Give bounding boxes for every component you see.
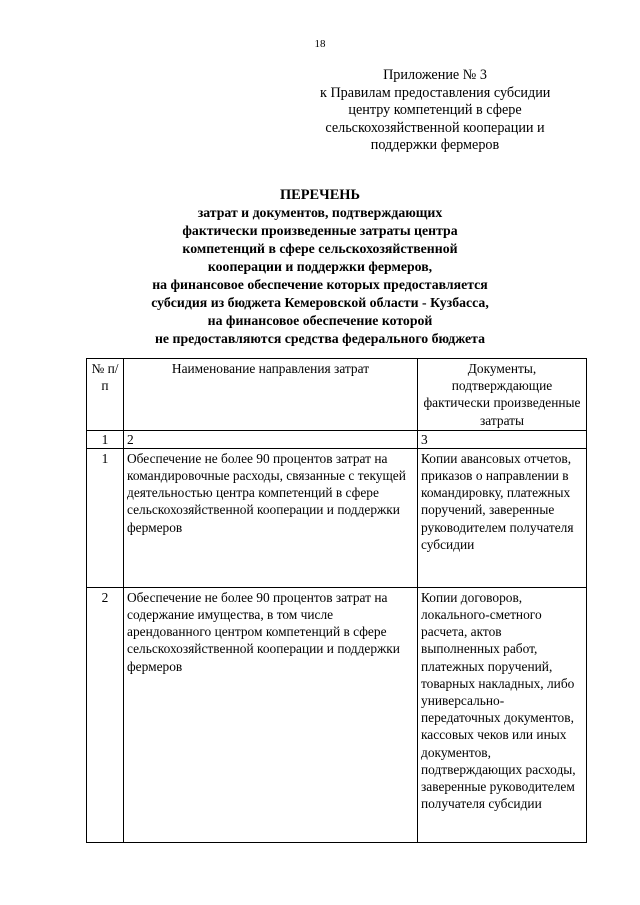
heading-line: не предоставляются средства федерального бюджета xyxy=(154,331,486,346)
appendix-line: к Правилам предоставления субсидии xyxy=(320,84,551,101)
column-number: 2 xyxy=(124,430,418,448)
table-row xyxy=(87,448,587,587)
appendix-line: сельскохозяйственной кооперации и xyxy=(325,119,545,136)
header-expense: Наименование направления затрат xyxy=(124,359,418,431)
page-number: 18 xyxy=(314,38,326,50)
column-numbers-row xyxy=(87,430,587,448)
appendix-line: центру компетенций в сфере xyxy=(348,102,522,118)
row-number: 2 xyxy=(87,587,124,842)
document-heading xyxy=(0,186,640,348)
heading-line: субсидия из бюджета Кемеровской области - Кузбасса, xyxy=(151,295,489,310)
row-documents: Копии авансовых отчетов, приказов о направлении в командировку, платежных поручений, заверенные руководителем получателя субсидии xyxy=(418,448,587,587)
heading-line: на финансовое обеспечение которой xyxy=(207,313,433,328)
column-number: 3 xyxy=(418,430,587,448)
header-documents: Документы, подтверждающие фактически произведенные затраты xyxy=(418,359,587,431)
document-title: ПЕРЕЧЕНЬ xyxy=(279,187,361,203)
row-number: 1 xyxy=(87,448,124,587)
row-expense: Обеспечение не более 90 процентов затрат на командировочные расходы, связанные с текущей деятельностью центра компетенций в сфере сельскохозяйственной кооперации и поддержки фермеров xyxy=(124,448,418,587)
heading-line: кооперации и поддержки фермеров, xyxy=(207,259,433,274)
table-header-row xyxy=(87,359,587,431)
costs-table xyxy=(86,358,587,843)
row-expense: Обеспечение не более 90 процентов затрат на содержание имущества, в том числе арендованного центром компетенций в сфере сельскохозяйственной кооперации и поддержки фермеров xyxy=(124,587,418,842)
heading-line: фактически произведенные затраты центра xyxy=(182,223,458,238)
column-number: 1 xyxy=(87,430,124,448)
table-row xyxy=(87,587,587,842)
appendix-note xyxy=(320,67,550,155)
heading-line: компетенций в сфере сельскохозяйственной xyxy=(182,241,458,256)
appendix-line: Приложение № 3 xyxy=(383,67,487,83)
appendix-line: поддержки фермеров xyxy=(370,137,500,153)
heading-line: затрат и документов, подтверждающих xyxy=(197,205,443,220)
heading-line: на финансовое обеспечение которых предоставляется xyxy=(152,277,488,292)
header-number: № п/п xyxy=(87,359,124,431)
row-documents: Копии договоров, локального-сметного расчета, актов выполненных работ, платежных поручений, товарных накладных, либо универсально-передаточных документов, кассовых чеков или иных документов, подтверждающих расходы, заверенные руководителем получателя субсидии xyxy=(418,587,587,842)
